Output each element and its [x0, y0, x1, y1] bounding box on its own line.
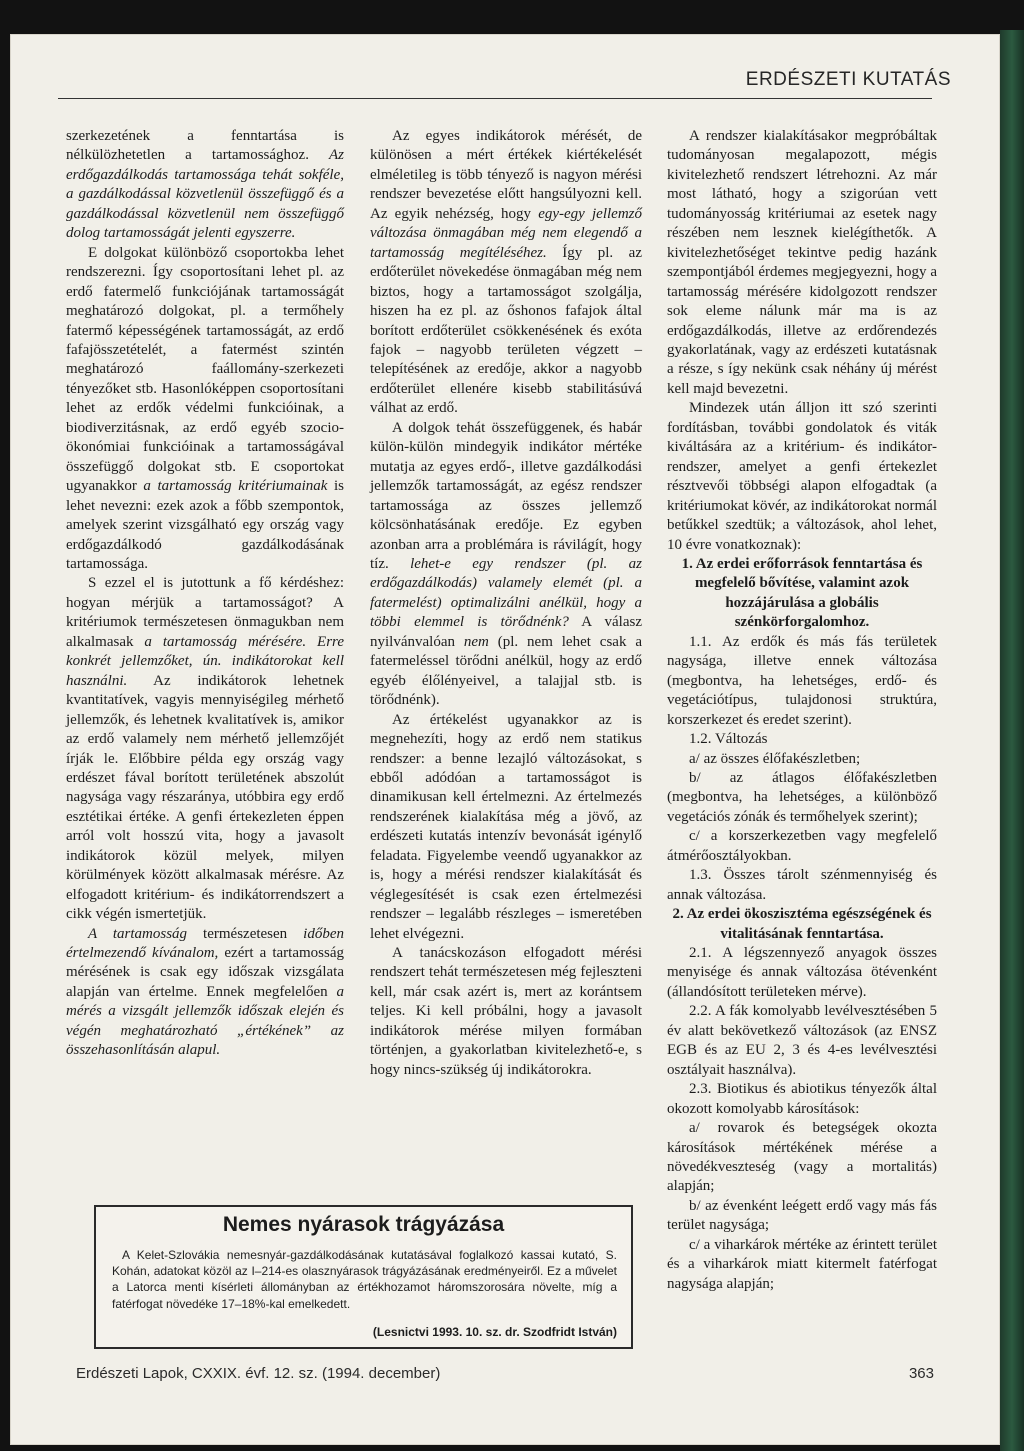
text-run: a/ az összes élőfakészletben; — [689, 750, 861, 767]
text-run: A tartamosság — [88, 925, 188, 942]
binder-spine — [1000, 30, 1024, 1451]
news-box — [94, 1205, 633, 1349]
paragraph — [66, 244, 344, 575]
paragraph — [66, 574, 344, 924]
paragraph — [370, 711, 642, 944]
text-run: ezért a tartamosság mérésének is csak egy időszak vizsgálata alapján van értelme. Ennek megfelelően — [66, 945, 344, 1000]
text-run: szerkezetének a fenntartása is nélkülözhetetlen a tartamossághoz. — [66, 128, 344, 164]
text-run: (pl. nem lehet csak a fatermeléssel törődni anélkül, hogy az erdő egyéb élőlényeivel, a talajjal stb. is törődnénk). — [370, 633, 643, 709]
text-run: b/ az átlagos élőfakészletben (megbontva, ha lehetséges, a különböző vegetációs zónák és termőhelyek szerint); — [667, 769, 937, 825]
journal-citation: Erdészeti Lapok, CXXIX. évf. 12. sz. (1994. december) — [76, 1365, 441, 1382]
text-run: Az értékelést ugyanakkor az is megnehezíti, hogy az erdő nem statikus rendszer: a benne lezajló változásokat, s ebből adódóan a tartamosságot is dinamikusan kell értelmezni. Az értelmezés rendszerének kialakítása még a jövő, az erdészeti kutatás intenzív bevonását igénylő feladata. Figyelembe veendő ugyanakkor az is, hogy a mérési rendszer kialakítását és véglegesítését is csak ezen értelmezési rendszer – legalább részleges – ismeretében lehet elvégezni. — [370, 711, 642, 942]
text-run: egy-egy jellemző változása önmagában még nem elegendő a tartamosság megítéléséhez. — [370, 205, 642, 261]
paragraph — [667, 944, 937, 1002]
text-run: nem — [463, 633, 489, 650]
news-box-source: (Lesnictvi 1993. 10. sz. dr. Szodfridt István) — [372, 1325, 617, 1339]
paragraph — [667, 399, 937, 555]
text-run: A válasz nyilvánvalóan — [370, 614, 642, 650]
text-run: 1. Az erdei erőforrások fenntartása és megfelelő bővítése, valamint azok hozzájárulása a globális szénkörforgalomhoz. — [681, 555, 923, 631]
text-run: 2.3. Biotikus és abiotikus tényezők által okozott komolyabb károsítások: — [667, 1081, 937, 1117]
text-run: Az egyes indikátorok mérését, de különösen a mért értékek kiértékelését elméletileg is több tényező is nagyon mérési rendszer bevezetése előtt hangsúlyozni kell. Az egyik nehézség, hogy — [370, 128, 642, 222]
text-run: a tartamosság mérésére. Erre konkrét jellemzőket, ún. indikátorokat kell használni. — [66, 633, 344, 689]
paragraph — [667, 866, 937, 905]
text-run: lehet-e egy rendszer (pl. az erdőgazdálkodás) valamely elemét (pl. a fatermelést) optimalizálni anélkül, hogy a többi elemmel is törődnénk? — [370, 555, 642, 631]
text-run: 2.2. A fák komolyabb levélvesztésében 5 év alatt bekövetkező változások (az ENSZ EGB és az EU 2, 3 és 4-es levélvesztési osztályait használva). — [667, 1003, 937, 1078]
text-run: 1.2. Változás — [689, 731, 768, 748]
text-run: c/ a korszerkezetben vagy megfelelő átmérőosztályokban. — [667, 828, 937, 864]
text-run: Mindezek után álljon itt szó szerinti fordításban, további gondolatok és viták kiváltására az a kritérium- és indikátor-rendszer, amelyet a genfi értekezlet résztvevői többségi alapon elfogadtak (a kritériumokat kövér, az indikátorokat normál betűkkel szedtük; a változások, ahol lehet, 10 évre vonatkoznak): — [667, 400, 937, 553]
paragraph — [667, 1236, 937, 1294]
text-run: 1.3. Összes tárolt szénmennyiség és annak változása. — [667, 867, 937, 903]
paragraph — [667, 769, 937, 827]
paragraph — [66, 127, 344, 244]
paragraph — [370, 944, 642, 1080]
text-run: Az indikátorok lehetnek kvantitatívek, vagyis mennyiségileg mérhető jellemzők, és lehetnek kvalitatívek is, amikor az erdő valamely nem mérhető jellemzőjét írják le. Előbbire példa egy ország vagy erdészet fával borított területének abszolút nagysága vagy részaránya, utóbbira egy erdő esztétikai értéke. A genfi értekezleten éppen arról volt hosszú vita, hogy a javasolt indikátorok közül melyek, milyen körülmények között alkalmasak mérésre. Az elfogadott kritérium- és indikátorrendszert a cikk végén ismertetjük. — [66, 672, 344, 923]
text-run: S ezzel el is jutottunk a fő kérdéshez: hogyan mérjük a tartamosságot? A kritériumok természetesen önmagukban nem alkalmasak — [66, 575, 344, 650]
text-column-1 — [66, 127, 344, 1061]
news-box-body — [112, 1247, 617, 1312]
running-header: ERDÉSZETI KUTATÁS — [745, 69, 951, 90]
header-rule — [58, 98, 932, 99]
text-run: időben értelmezendő kívánalom, — [66, 925, 344, 962]
text-run: E dolgokat különböző csoportokba lehet rendszerezni. Így csoportosítani lehet pl. az erdő fatermelő funkciójának tartamosságát meghatározó dolgokat, pl. a termőhely fatermő képességének tartamosságát, az erdő fafajösszetételét, a fatermést szintén meghatározó faállomány-szerkezeti tényezőket stb. Hasonlóképpen csoportosítani lehet az erdők védelmi funkcióinak, a biodiverzitásnak, az erdő egyéb szocio-ökonómiai funkcióinak a tartamosságával összefüggő dolgokat stb. E csoportokat ugyanakkor — [66, 244, 344, 495]
paragraph — [667, 827, 937, 866]
text-run: A rendszer kialakításakor megpróbáltak tudományosan megalapozott, mégis kivitelezhető rendszert létrehozni. Az már most látható, hogy a szigorúan vett tudományosság kritériumai az esetek nagy részében nem lesznek kielégíthetők. A kivitelezhetőséget tekintve pedig hazánk szempontjából érdemes megjegyezni, hogy a tartamosság mérésére kidolgozott rendszer sok eleme nálunk már ma is az erdőgazdálkodás, illetve az erdőrendezés gyakorlatának, vagy az erdészeti kutatásnak a része, s így nekünk csak néhány új mérést kell majd bevezetni. — [667, 128, 937, 397]
text-run: Így pl. az erdőterület növekedése önmagában még nem biztos, hogy a tartamosságot szolgálja, hiszen ha ez pl. az őshonos fafajok által borított erdőterület csökkenésének és exóta fajok – nagyobb területen végzett – telepítésének az eredője, akkor a nagyobb erdőterület ellenére kisebb stabilitásúvá válhat az erdő. — [370, 244, 643, 417]
text-run: a tartamosság kritériumainak — [143, 478, 328, 495]
paragraph — [667, 730, 937, 749]
text-run: b/ az évenként leégett erdő vagy más fás terület nagysága; — [667, 1197, 937, 1234]
text-run: a mérés a vizsgált jellemzők időszak elején és végén meghatározható „értékének” az összehasonlításán alapul. — [66, 983, 344, 1059]
text-run: c/ a viharkárok mértéke az érintett terület és a viharkárok miatt kitermelt fatérfogat nagysága alapján; — [667, 1236, 937, 1292]
news-box-title: Nemes nyárasok trágyázása — [222, 1213, 505, 1236]
paragraph — [667, 1002, 937, 1080]
text-run: is lehet nevezni: ezek azok a főbb szempontok, amelyek szerint vizsgálható egy ország vagy erdőgazdálkodó gazdálkodásának tartamossága. — [66, 478, 344, 572]
text-run: a/ rovarok és betegségek okozta károsítások mértékének mérése a növedékveszteség (vagy a mortalitás) alapján; — [667, 1120, 937, 1195]
paragraph — [667, 750, 937, 769]
text-run: természetesen — [187, 925, 304, 942]
paragraph — [667, 555, 937, 633]
paragraph — [66, 925, 344, 1061]
paragraph — [667, 1197, 937, 1236]
paragraph — [370, 127, 642, 419]
paragraph — [667, 1080, 937, 1119]
paragraph — [370, 419, 642, 711]
news-box-text: A Kelet-Szlovákia nemesnyár-gazdálkodásának kutatásával foglalkozó kassai kutató, S. Kohán, adatokat közöl az I–214-es olasznyárasok trágyázásának eredményeiről. Ez a művelet a Latorca menti kísérleti állományban az értékhozamot háromszorosára növelte, míg a fatérfogat növedéke 17–18%-kal emelkedett. — [112, 1248, 617, 1311]
page-number: 363 — [908, 1365, 934, 1382]
text-run: A dolgok tehát összefüggenek, és habár külön-külön mindegyik indikátor mértéke mutatja az egyes erdő-, illetve gazdálkodási jellemzők tartamosságát, az egész rendszer tartamossága az összes jellemző kölcsönhatásának eredője. Ez egyben azonban arra a problémára is rávilágít, hogy tíz. — [370, 419, 642, 572]
text-run: 2. Az erdei ökoszisztéma egészségének és vitalitásának fenntartása. — [672, 906, 932, 942]
text-run: 1.1. Az erdők és más fás területek nagysága, illetve ennek változása (megbontva, ha lehetséges, erdő- és vegetációtípus, tulajdonosi struktúra, korszerkezet és eredet szerint). — [667, 633, 937, 728]
paragraph — [667, 633, 937, 730]
text-run: 2.1. A légszennyező anyagok összes menyisége és annak változása ötévenként (állandósított területeken mérve). — [667, 945, 937, 1000]
text-run: A tanácskozáson elfogadott mérési rendszert tehát természetesen még fejleszteni kell, már csak azért is, mert az korántsem teljes. Ki kell próbálni, hogy a javasolt indikátorok mérése milyen formában történjen, a gyakorlatban kivitelezhető-e, s hogy nincs-szükség új indikátorokra. — [370, 945, 642, 1078]
paragraph — [667, 905, 937, 944]
text-column-2 — [370, 127, 642, 1080]
text-column-3 — [667, 127, 937, 1294]
paragraph — [667, 1119, 937, 1197]
paragraph — [667, 127, 937, 399]
text-run: Az erdőgazdálkodás tartamossága tehát sokféle, a gazdálkodással közvetlenül összefüggő és a gazdálkodással közvetlenül nem összefüggő dolog tartamosságát jelenti egyszerre. — [66, 147, 344, 242]
